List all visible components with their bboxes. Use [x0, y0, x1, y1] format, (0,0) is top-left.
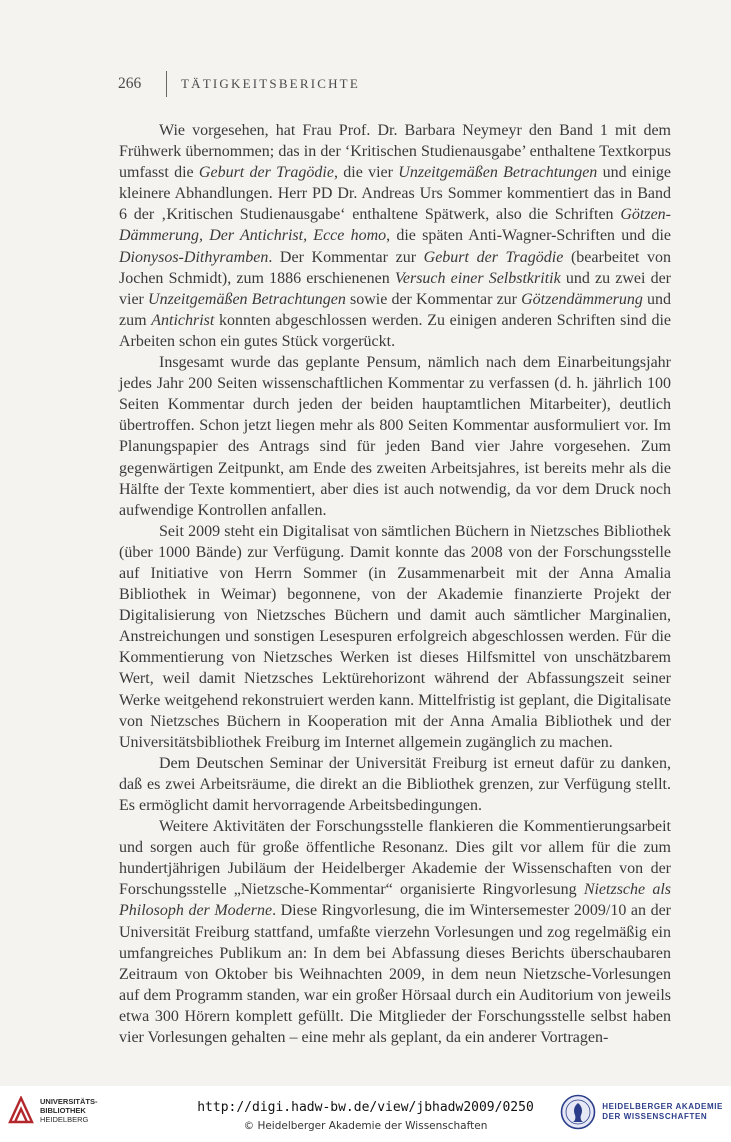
- section-title: TÄTIGKEITSBERICHTE: [181, 76, 360, 91]
- paragraph: [119, 753, 671, 816]
- text-run: Insgesamt wurde das geplante Pensum, nämlich nach dem Einarbeitungsjahr jedes Jahr 200 Seiten wissenschaftlichen Kommentar zu verfassen (d. h. jährlich 100 Seiten Kommentar durch jeden der beiden hauptamtlichen Mitarbeiter), deutlich übertroffen. Schon jetzt liegen mehr als 800 Seiten Kommentar ausformuliert vor. Im Planungspapier des Antrags sind für jeden Band vier Jahre vorgesehen. Zum gegenwärtigen Zeitpunkt, am Ende des zweiten Arbeitsjahres, ist bereits mehr als die Hälfte der Texte kommentiert, aber dies ist auch notwendig, da vor dem Druck noch aufwendige Kontrollen anfallen.: [119, 354, 671, 519]
- header-divider: [166, 71, 167, 97]
- text-run: . Diese Ringvorlesung, die im Wintersemester 2009/10 an der Universität Freiburg stattfand, umfaßte vierzehn Vorlesungen und zog regelmäßig ein umfangreiches Publikum an: In dem bei Abfassung dieses Berichts überschaubaren Zeitraum von Oktober bis Weihnachten 2009, in dem neun Nietzsche-Vorlesungen auf dem Programm standen, war ein großer Hörsaal durch ein Auditorium von jeweils etwa 300 Hörern komplett gefüllt. Die Mitglieder der Forschungsstelle selbst haben vier Vorlesungen gehalten – eine mehr als geplant, da ein anderer Vortragen-: [119, 902, 671, 1047]
- permalink-link[interactable]: http://digi.hadw-bw.de/view/jbhadw2009/0250: [197, 1100, 534, 1115]
- text-run: (bearbeitet von Jochen Schmidt), zum 1886 erschienenen: [119, 248, 671, 287]
- italic-title: Götzendämmerung: [521, 290, 643, 308]
- italic-title: Dionysos-Dithyramben: [119, 248, 269, 266]
- italic-title: Geburt der Tragödie: [198, 164, 334, 182]
- text-run: Wie vorgesehen, hat Frau Prof. Dr. Barbara Neymeyr den Band 1 mit dem Frühwerk übernommen; das in der ‘Kritischen Studienausgabe’ enthaltene Textkorpus umfasst die: [119, 122, 671, 182]
- italic-title: Antichrist: [151, 311, 215, 329]
- running-head: [118, 71, 360, 97]
- text-run: . Der Kommentar zur: [268, 248, 424, 266]
- paragraph: [119, 120, 671, 352]
- text-run: konnten abgeschlossen werden. Zu einigen anderen Schriften sind die Arbeiten schon ein gutes Stück vorgerückt.: [119, 311, 672, 350]
- hadw-seal-icon: [560, 1094, 596, 1130]
- text-run: und zu zwei der vier: [119, 269, 672, 308]
- paragraph: [119, 521, 671, 753]
- italic-title: Geburt der Tragödie: [423, 248, 564, 266]
- text-run: sowie der Kommentar zur: [345, 290, 522, 308]
- library-logo-line1: UNIVERSITÄTS-: [40, 1096, 98, 1106]
- italic-title: Unzeitgemäßen Betrachtungen: [148, 290, 346, 308]
- body-text: [119, 120, 671, 1048]
- library-logo-line2: BIBLIOTHEK: [40, 1105, 86, 1115]
- viewer-footer: [0, 1086, 731, 1142]
- text-run: , die vier: [333, 164, 399, 182]
- copyright-notice: © Heidelberger Akademie der Wissenschaften: [243, 1120, 488, 1132]
- text-run: Seit 2009 steht ein Digitalisat von sämtlichen Büchern in Nietzsches Bibliothek (über 1000 Bände) zur Verfügung. Damit konnte das 2008 von der Forschungsstelle auf Initiative von Herrn Sommer (in Zusammenarbeit mit der Anna Amalia Bibliothek in Weimar) begonnene, von der Akademie finanzierte Projekt der Digitalisierung von Nietzsches Büchern und damit auch sämtlicher Marginalien, Anstreichungen und sonstigen Lesespuren erfolgreich abgeschlossen werden. Für die Kommentierung von Nietzsches Werken ist dieses Hilfsmittel von unschätzbarem Wert, weil damit Nietzsches Lektürehorizont während der Abfassungszeit seiner Werke weitgehend rekonstruiert werden kann. Mittelfristig ist geplant, die Digitalisate von Nietzsches Büchern in Kooperation mit der Anna Amalia Bibliothek und der Universitätsbibliothek Freiburg im Internet allgemein zugänglich zu machen.: [119, 522, 671, 751]
- paragraph: [119, 816, 671, 1048]
- text-run: Dem Deutschen Seminar der Universität Freiburg ist erneut dafür zu danken, daß es zwei Arbeitsräume, die direkt an die Bibliothek grenzen, zur Verfügung stellt. Es ermöglicht damit hervorragende Arbeitsbedingungen.: [119, 754, 671, 814]
- academy-logo[interactable]: [560, 1094, 723, 1130]
- italic-title: Versuch einer Selbstkritik: [394, 269, 561, 287]
- page-number: 266: [118, 75, 142, 92]
- text-run: und einige kleinere Abhandlungen. Herr PD Dr. Andreas Urs Sommer kommentiert das in Band 6 der ‚Kritischen Studienausgabe‘ enthaltene Spätwerk, also die Schriften: [119, 164, 671, 224]
- text-run: Weitere Aktivitäten der Forschungsstelle flankieren die Kommentierungsarbeit und sorgen auch für große öffentliche Resonanz. Dies gilt vor allem für die zum hundertjährigen Jubiläum der Heidelberger Akademie der Wissenschaften von der Forschungsstelle „Nietzsche-Kommentar“ organisierte Ringvorlesung: [119, 818, 671, 899]
- academy-logo-line2: DER WISSENSCHAFTEN: [602, 1112, 708, 1121]
- academy-logo-line1: HEIDELBERGER AKADEMIE: [602, 1102, 723, 1111]
- paragraph: [119, 352, 671, 521]
- text-run: und zum: [119, 290, 672, 329]
- academy-logo-text: [602, 1102, 723, 1122]
- italic-title: Unzeitgemäßen Betrachtungen: [398, 164, 598, 182]
- library-logo-line3: HEIDELBERG: [40, 1114, 89, 1124]
- italic-title: Götzen-Dämmerung, Der Antichrist, Ecce homo: [119, 206, 671, 245]
- text-run: , die späten Anti-Wagner-Schriften und die: [386, 227, 672, 245]
- italic-title: Nietzsche als Philosoph der Moderne: [119, 881, 671, 920]
